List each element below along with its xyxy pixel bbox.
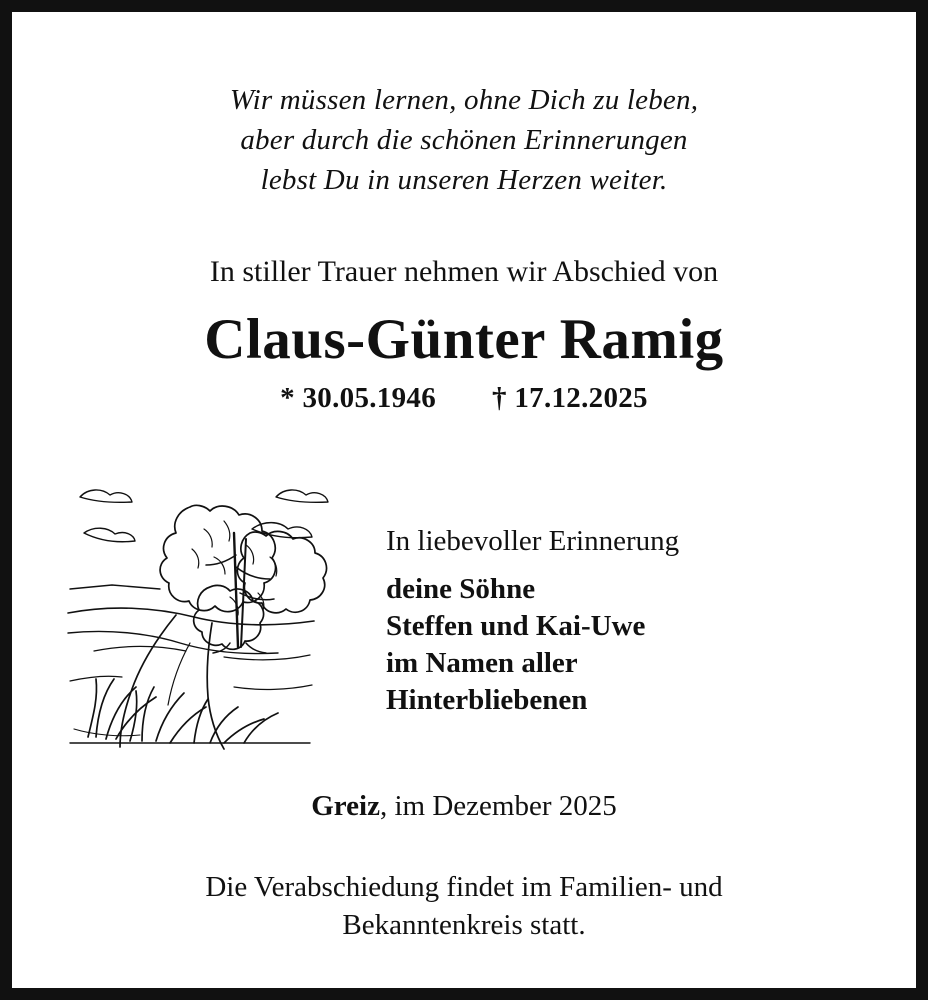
- mourning-line: In stiller Trauer nehmen wir Abschied von: [209, 255, 719, 289]
- life-dates: [280, 382, 648, 415]
- dedication-block: [386, 523, 679, 720]
- verse-line-1: Wir müssen lernen, ohne Dich zu leben,: [229, 84, 699, 116]
- place-and-date: [311, 789, 616, 824]
- verse-line-3: lebst Du in unseren Herzen weiter.: [260, 164, 668, 197]
- notice-frame: [9, 9, 919, 991]
- survivors-block: [386, 571, 679, 719]
- closing-line-2: Bekanntenkreis statt.: [342, 908, 586, 941]
- verse-block: [230, 80, 698, 200]
- death-date: † 17.12.2025: [492, 381, 648, 414]
- memory-line: In liebevoller Erinnerung: [386, 524, 680, 557]
- closing-note: [205, 868, 722, 945]
- tree-path-landscape-illustration: [64, 437, 364, 767]
- survivors-line-2: Steffen und Kai-Uwe: [386, 610, 646, 643]
- closing-line-1: Die Verabschiedung findet im Familien- und: [205, 870, 723, 903]
- survivors-line-1: deine Söhne: [386, 573, 536, 606]
- survivors-line-4: Hinterbliebenen: [386, 684, 588, 717]
- survivors-line-3: im Namen aller: [386, 647, 578, 680]
- place-date-suffix: , im Dezember 2025: [379, 789, 617, 822]
- deceased-name: Claus-Günter Ramig: [204, 308, 724, 372]
- illustration-and-dedication: [34, 437, 894, 767]
- place-name: Greiz: [311, 789, 380, 822]
- birth-date: * 30.05.1946: [280, 381, 436, 414]
- verse-line-2: aber durch die schönen Erinnerungen: [240, 124, 688, 157]
